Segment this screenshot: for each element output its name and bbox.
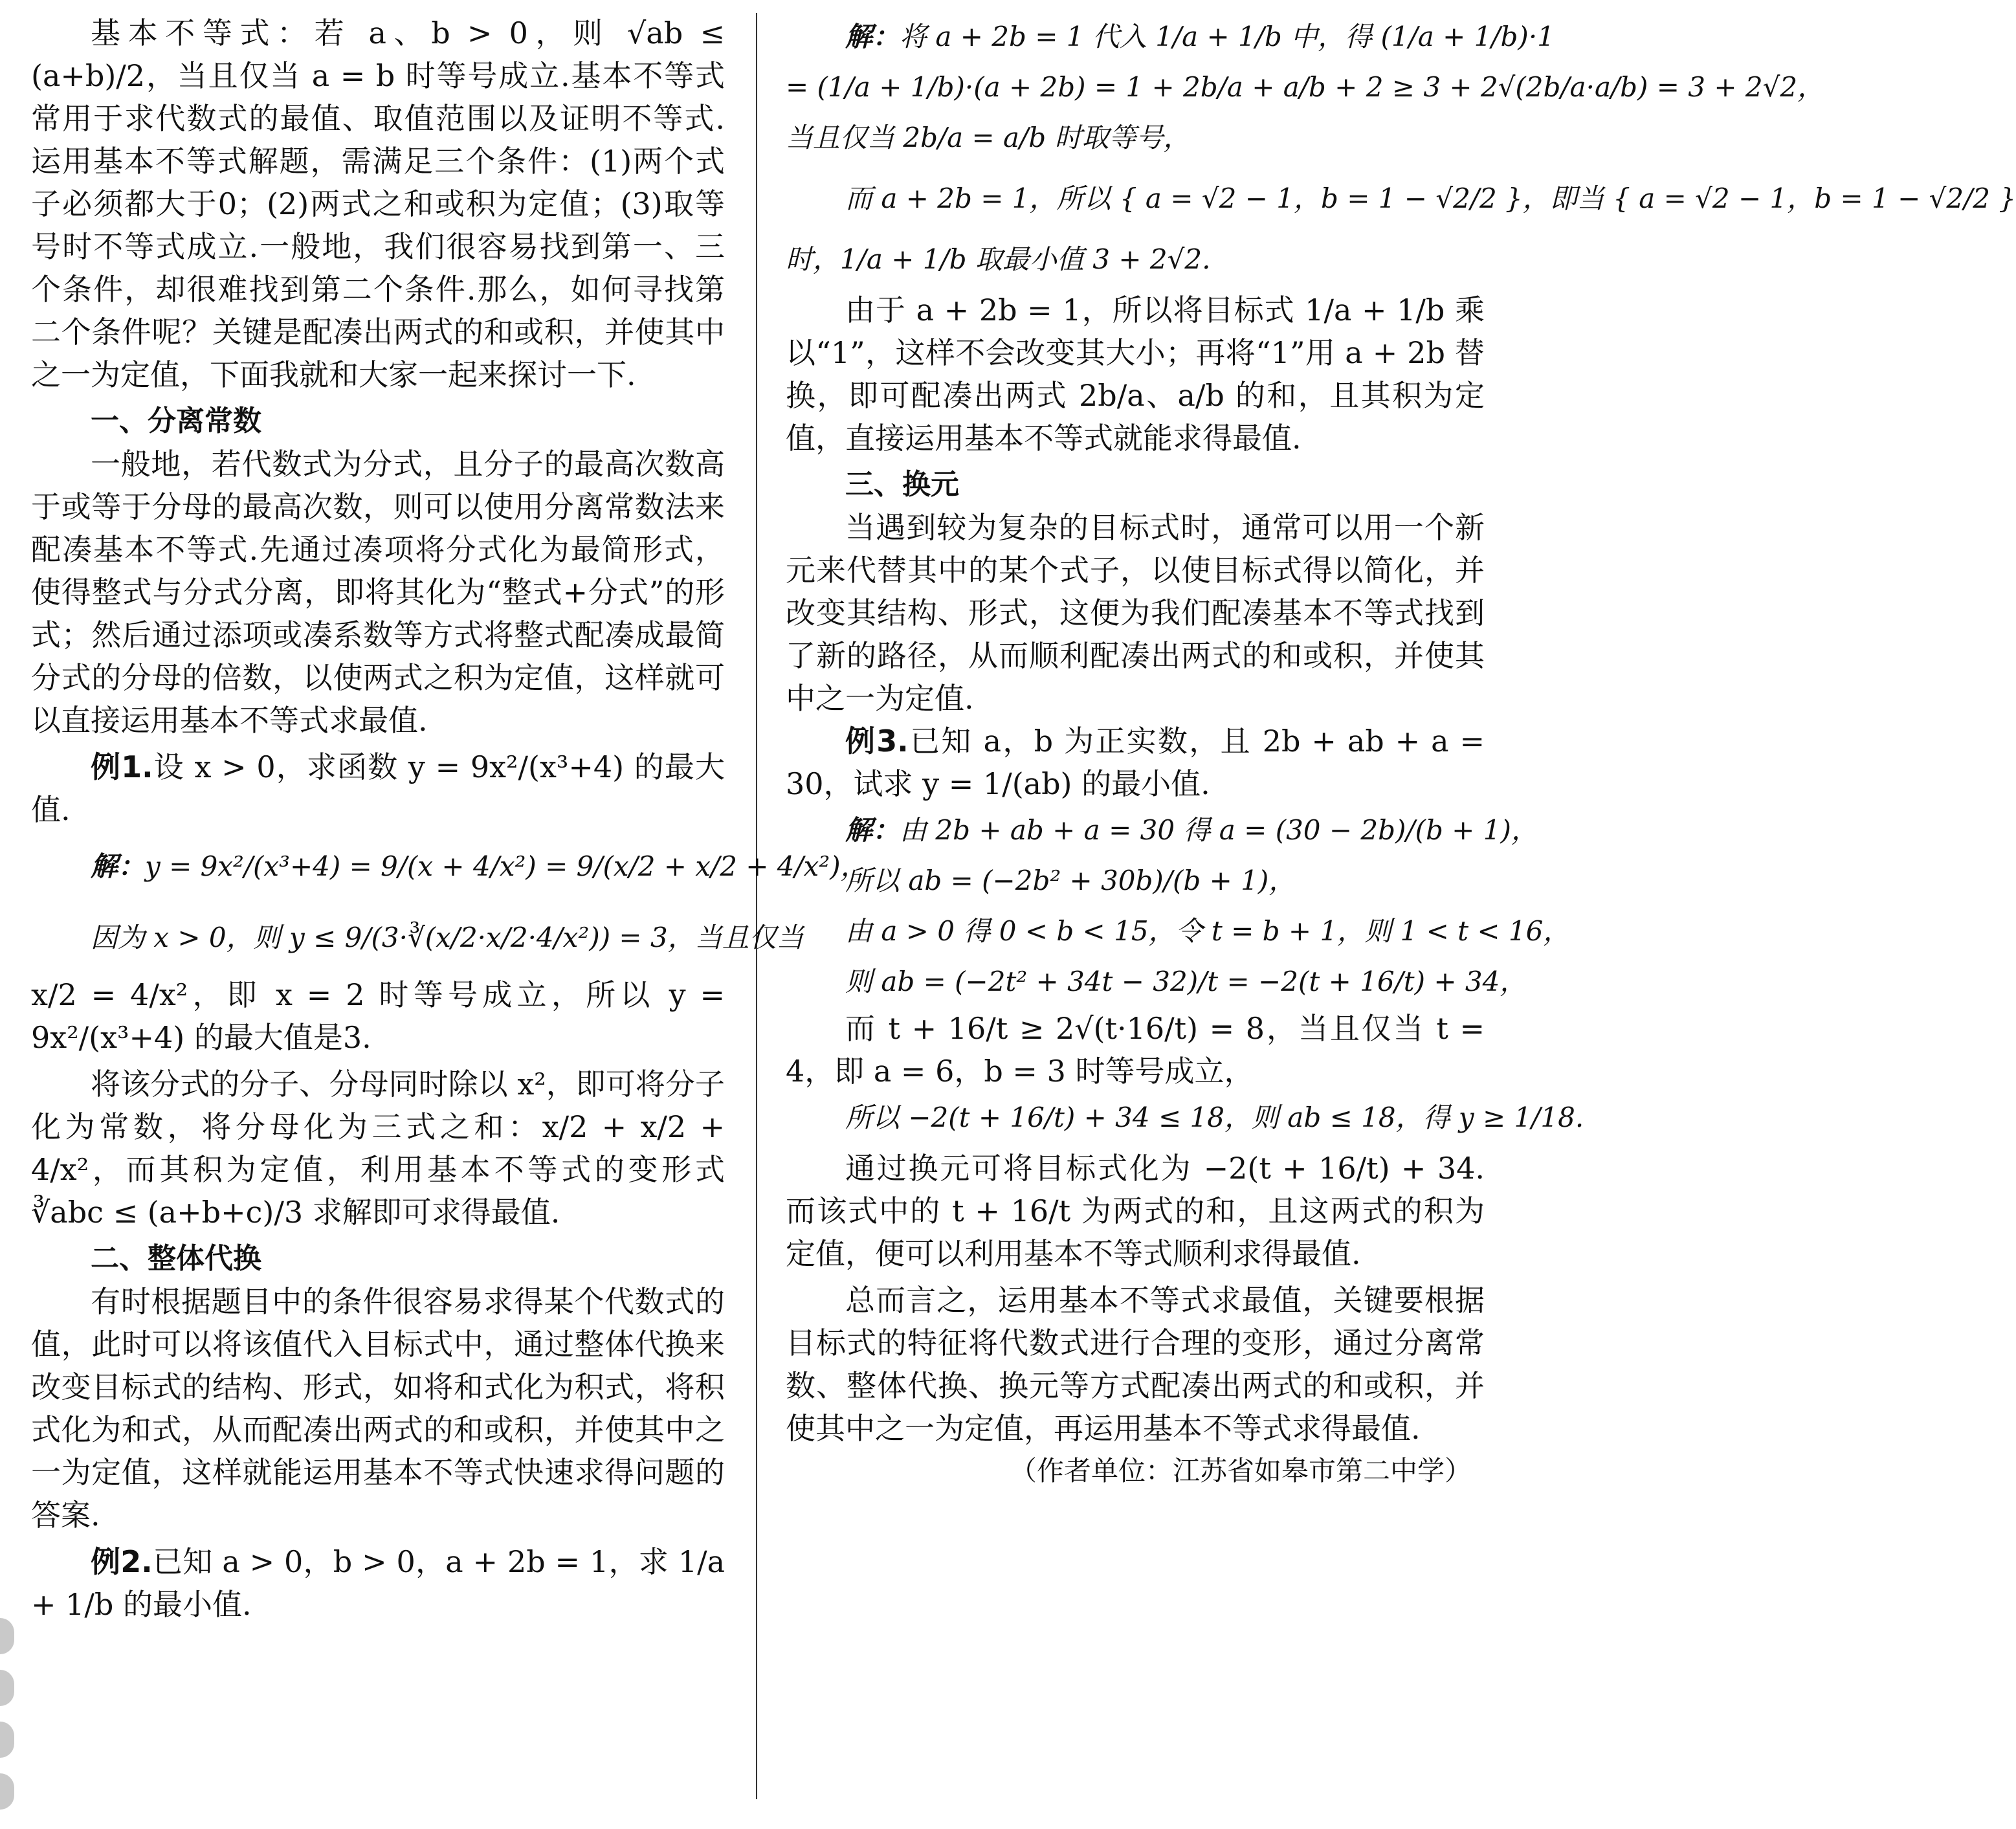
right-column: [786, 12, 2016, 1817]
example-2-solution-line-5: 时，1/a + 1/b 取最小值 3 + 2√2.: [786, 243, 1211, 275]
example-3-solution-line-3: 由 a > 0 得 0 < b < 15，令 t = b + 1，则 1 < t < 16，: [845, 915, 1571, 947]
section-title-2: 二、整体代换: [91, 1242, 261, 1275]
page-edge-mark: [0, 1773, 14, 1810]
left-column: [31, 12, 868, 1817]
example-2-solution-line-2: = (1/a + 1/b)·(a + 2b) = 1 + 2b/a + a/b + 2 ≥ 3 + 2√(2b/a·a/b) = 3 + 2√2，: [786, 71, 1825, 103]
section-title-1: 一、分离常数: [91, 405, 261, 438]
solution-label: 解：: [845, 21, 900, 52]
example-2-solution-line-4: 而 a + 2b = 1，所以 { a = √2 − 1，b = 1 − √2/2 }，即当 { a = √2 − 1，b = 1 − √2/2 }: [845, 183, 2016, 214]
example-1-label: 例1.: [91, 749, 153, 784]
page-edge-mark: [0, 1722, 14, 1758]
example-1: [31, 746, 725, 831]
example-1-solution-line-3: x/2 = 4/x²，即 x = 2 时等号成立，所以 y = 9x²/(x³+4) 的最大值是3.: [31, 977, 725, 1055]
example-1-text: 设 x > 0，求函数 y = 9x²/(x³+4) 的最大值.: [31, 749, 725, 827]
example-3-note: 通过换元可将目标式化为 −2(t + 16/t) + 34.而该式中的 t + 16/t 为两式的和，且这两式的积为定值，便可以利用基本不等式顺利求得最值.: [786, 1151, 1485, 1271]
example-3-text: 已知 a，b 为正实数，且 2b + ab + a = 30，试求 y = 1/(ab) 的最小值.: [786, 724, 1485, 801]
solution-label: 解：: [845, 814, 900, 846]
example-1-note: 将该分式的分子、分母同时除以 x²，即可将分子化为常数，将分母化为三式之和：x/2 + x/2 + 4/x²，而其积为定值，利用基本不等式的变形式 ∛abc ≤ (a+b+c)/3 求解即可求得最值.: [31, 1067, 725, 1230]
example-3-label: 例3.: [845, 724, 909, 759]
example-1-solution-line-1: 解：y = 9x²/(x³+4) = 9/(x + 4/x²) = 9/(x/2 + x/2 + 4/x²)，: [91, 850, 868, 882]
example-3-solution-line-4: 则 ab = (−2t² + 34t − 32)/t = −2(t + 16/t) + 34，: [845, 966, 1527, 997]
example-3-solution-line-5: 而 t + 16/t ≥ 2√(t·16/t) = 8，当且仅当 t = 4，即 a = 6，b = 3 时等号成立，: [786, 1011, 1485, 1089]
section-title-3: 三、换元: [845, 468, 959, 501]
example-2: [31, 1540, 725, 1626]
author-credit: （作者单位：江苏省如皋市第二中学）: [1009, 1455, 1472, 1487]
example-3-solution-line-6: 所以 −2(t + 16/t) + 34 ≤ 18，则 ab ≤ 18，得 y ≥ 1/18.: [845, 1102, 1584, 1133]
example-2-label: 例2.: [91, 1544, 153, 1579]
section-1-body: 一般地，若代数式为分式，且分子的最高次数高于或等于分母的最高次数，则可以使用分离常数法来配凑基本不等式.先通过凑项将分式化为最简形式，使得整式与分式分离，即将其化为“整式+分式”的形式；然后通过添项或凑系数等方式将整式配凑成最简分式的分母的倍数，以使两式之积为定值，这样就可以直接运用基本不等式求最值.: [31, 447, 725, 738]
section-2-body: 有时根据题目中的条件很容易求得某个代数式的值，此时可以将该值代入目标式中，通过整体代换来改变目标式的结构、形式，如将和式化为积式，将积式化为和式，从而配凑出两式的和或积，并使其中之一为定值，这样就能运用基本不等式快速求得问题的答案.: [31, 1284, 725, 1533]
example-1-solution-line-2: 因为 x > 0，则 y ≤ 9/(3·∛(x/2·x/2·4/x²)) = 3，当且仅当: [91, 922, 804, 953]
example-2-solution-line-3: 当且仅当 2b/a = a/b 时取等号，: [786, 122, 1191, 153]
example-2-note: 由于 a + 2b = 1，所以将目标式 1/a + 1/b 乘以“1”，这样不会改变其大小；再将“1”用 a + 2b 替换，即可配凑出两式 2b/a、a/b 的和，且其积为定值，直接运用基本不等式就能求得最值.: [786, 293, 1485, 456]
example-3-solution-line-2: 所以 ab = (−2b² + 30b)/(b + 1)，: [845, 865, 1296, 896]
example-2-text: 已知 a > 0，b > 0，a + 2b = 1，求 1/a + 1/b 的最小值.: [31, 1544, 726, 1622]
summary-paragraph: 总而言之，运用基本不等式求最值，关键要根据目标式的特征将代数式进行合理的变形，通过分离常数、整体代换、换元等方式配凑出两式的和或积，并使其中之一为定值，再运用基本不等式求得最值.: [786, 1283, 1485, 1446]
example-2-solution-line-1: 解：将 a + 2b = 1 代入 1/a + 1/b 中，得 (1/a + 1/b)·1: [845, 21, 1555, 52]
page-edge-mark: [0, 1670, 14, 1706]
solution-label: 解：: [91, 850, 146, 882]
page-edge-mark: [0, 1618, 14, 1654]
example-3: [786, 720, 1485, 805]
example-3-solution-line-1: 解：由 2b + ab + a = 30 得 a = (30 − 2b)/(b + 1)，: [845, 814, 1538, 846]
intro-paragraph: 基本不等式：若 a、b > 0，则 √ab ≤ (a+b)/2，当且仅当 a = b 时等号成立.基本不等式常用于求代数式的最值、取值范围以及证明不等式.运用基本不等式解题，需满足三个条件：(1)两个式子必须都大于0；(2)两式之和或积为定值；(3)取等号时不等式成立.一般地，我们很容易找到第一、三个条件，却很难找到第二个条件.那么，如何寻找第二个条件呢？关键是配凑出两式的和或积，并使其中之一为定值，下面我就和大家一起来探讨一下.: [31, 16, 725, 392]
section-3-body: 当遇到较为复杂的目标式时，通常可以用一个新元来代替其中的某个式子，以使目标式得以简化，并改变其结构、形式，这便为我们配凑基本不等式找到了新的路径，从而顺利配凑出两式的和或积，并使其中之一为定值.: [786, 510, 1485, 716]
